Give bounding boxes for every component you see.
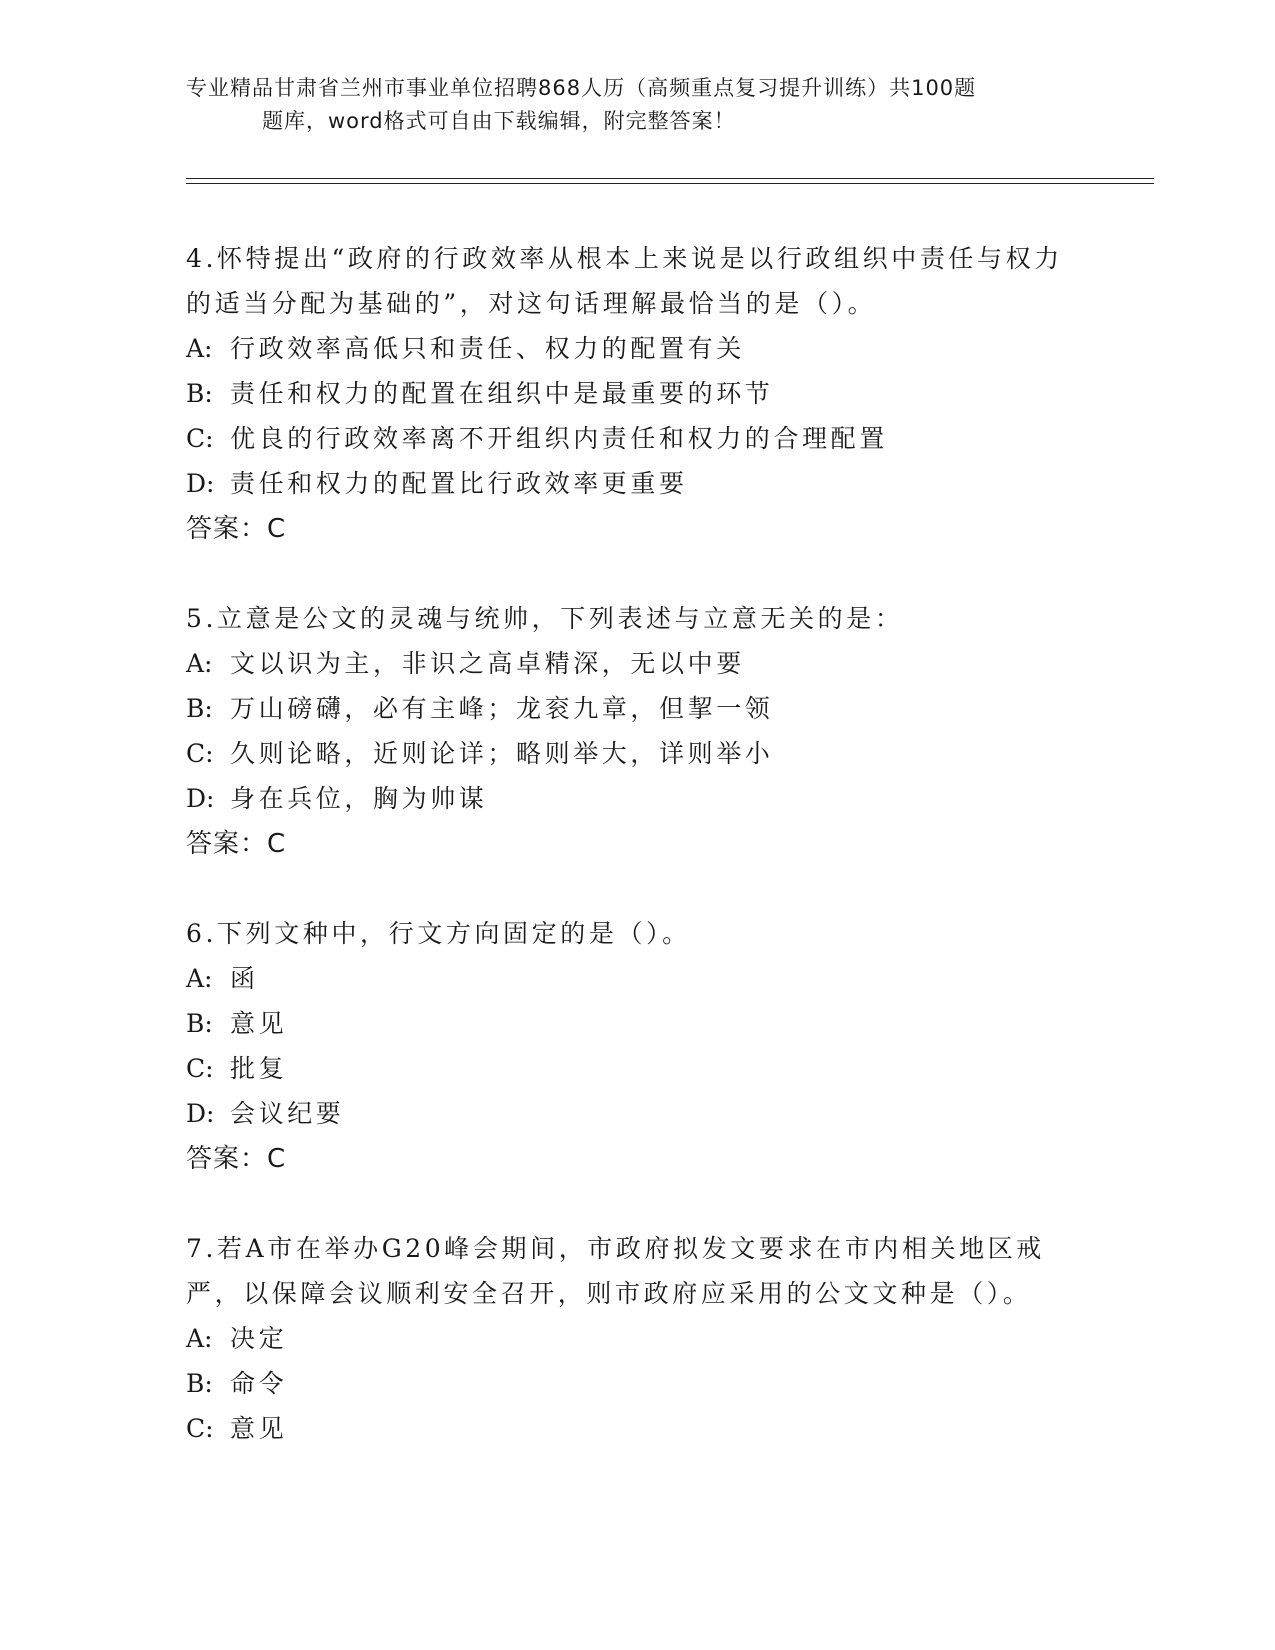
option-text: 函 xyxy=(230,964,259,993)
question-item xyxy=(186,596,1086,867)
header-divider-top xyxy=(186,178,1154,179)
option-c xyxy=(186,416,1086,461)
option-text: 命令 xyxy=(230,1369,288,1398)
option-text: 久则论略，近则论详；略则举大，详则举小 xyxy=(230,739,774,768)
option-text: 意见 xyxy=(230,1414,288,1443)
option-letter: C: xyxy=(186,739,214,768)
option-text: 会议纪要 xyxy=(230,1099,345,1128)
option-c xyxy=(186,1406,1086,1451)
option-text: 责任和权力的配置比行政效率更重要 xyxy=(230,469,688,498)
option-letter: A: xyxy=(186,1324,213,1353)
option-c xyxy=(186,1046,1086,1091)
option-a xyxy=(186,956,1086,1001)
option-b xyxy=(186,686,1086,731)
option-b xyxy=(186,371,1086,416)
option-d xyxy=(186,461,1086,506)
option-text: 身在兵位，胸为帅谋 xyxy=(230,784,488,813)
option-d xyxy=(186,776,1086,821)
option-text: 行政效率高低只和责任、权力的配置有关 xyxy=(230,334,745,363)
option-text: 优良的行政效率离不开组织内责任和权力的合理配置 xyxy=(230,424,888,453)
question-item xyxy=(186,236,1086,552)
option-d xyxy=(186,1091,1086,1136)
option-letter: B: xyxy=(186,1369,213,1398)
option-text: 文以识为主，非识之高卓精深，无以中要 xyxy=(230,649,745,678)
option-letter: D: xyxy=(186,469,215,498)
option-letter: D: xyxy=(186,1099,215,1128)
option-letter: C: xyxy=(186,1414,214,1443)
option-text: 万山磅礴，必有主峰；龙衮九章，但挈一领 xyxy=(230,694,774,723)
option-letter: B: xyxy=(186,1009,213,1038)
option-letter: D: xyxy=(186,784,215,813)
question-text: 7.若A市在举办G20峰会期间，市政府拟发文要求在市内相关地区戒严，以保障会议顺利安全召开，则市政府应采用的公文文种是（）。 xyxy=(186,1234,1045,1308)
option-letter: B: xyxy=(186,379,213,408)
answer-line: 答案：C xyxy=(186,514,287,544)
header-divider-bottom xyxy=(186,183,1154,184)
header-subtitle-line: 题库，word格式可自由下载编辑，附完整答案！ xyxy=(262,109,736,133)
option-text: 决定 xyxy=(230,1324,288,1353)
question-text: 5.立意是公文的灵魂与统帅，下列表述与立意无关的是： xyxy=(186,604,904,633)
option-text: 责任和权力的配置在组织中是最重要的环节 xyxy=(230,379,774,408)
question-text: 6.下列文种中，行文方向固定的是（）。 xyxy=(186,919,691,948)
option-letter: B: xyxy=(186,694,213,723)
document-header xyxy=(186,72,1086,138)
answer-line: 答案：C xyxy=(186,1144,287,1174)
option-a xyxy=(186,1316,1086,1361)
option-c xyxy=(186,731,1086,776)
option-letter: A: xyxy=(186,334,213,363)
question-list xyxy=(186,236,1086,1495)
question-item xyxy=(186,1226,1086,1451)
option-letter: C: xyxy=(186,424,214,453)
question-text: 4.怀特提出“政府的行政效率从根本上来说是以行政组织中责任与权力的适当分配为基础的”，对这句话理解最恰当的是（）。 xyxy=(186,244,1063,318)
option-a xyxy=(186,326,1086,371)
option-b xyxy=(186,1001,1086,1046)
option-b xyxy=(186,1361,1086,1406)
answer-line: 答案：C xyxy=(186,829,287,859)
option-letter: A: xyxy=(186,649,213,678)
option-a xyxy=(186,641,1086,686)
option-letter: C: xyxy=(186,1054,214,1083)
option-text: 意见 xyxy=(230,1009,288,1038)
option-text: 批复 xyxy=(230,1054,288,1083)
header-title-line: 专业精品甘肃省兰州市事业单位招聘868人历（高频重点复习提升训练）共100题 xyxy=(186,76,977,100)
option-letter: A: xyxy=(186,964,213,993)
question-item xyxy=(186,911,1086,1182)
